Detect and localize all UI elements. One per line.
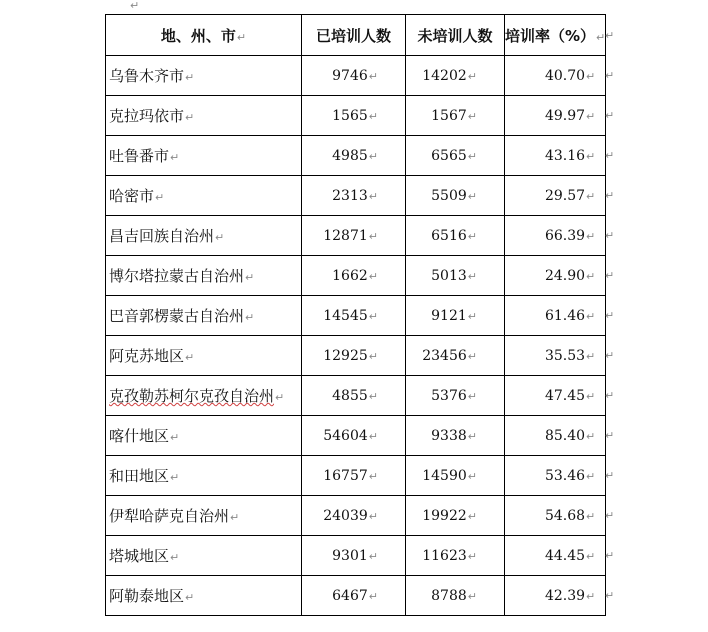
table-row (106, 256, 606, 296)
cell-end-mark: ↵ (368, 589, 378, 603)
row-end-mark: ↵ (605, 269, 615, 282)
cell-end-mark: ↵ (368, 229, 378, 243)
cell-rate: 40.70↵ (505, 56, 606, 96)
cell-end-mark: ↵ (467, 389, 477, 403)
cell-trained: 1565↵ (302, 96, 406, 136)
cell-trained: 4855↵ (302, 376, 406, 416)
cell-trained: 12925↵ (302, 336, 406, 376)
cell-end-mark: ↵ (368, 109, 378, 123)
cell-end-mark: ↵ (368, 429, 378, 443)
cell-trained: 4985↵ (302, 136, 406, 176)
cell-end-mark: ↵ (467, 469, 477, 483)
row-end-mark: ↵ (605, 309, 615, 322)
cell-end-mark: ↵ (368, 389, 378, 403)
table-header-row (106, 15, 606, 56)
cell-region: 阿勒泰地区↵ (106, 576, 302, 616)
cell-region: 吐鲁番市↵ (106, 136, 302, 176)
cell-end-mark: ↵ (586, 109, 596, 123)
table-row (106, 96, 606, 136)
cell-untrained: 23456↵ (406, 336, 505, 376)
cell-region: 哈密市↵ (106, 176, 302, 216)
cell-end-mark: ↵ (586, 549, 596, 563)
cell-end-mark: ↵ (467, 309, 477, 323)
cell-untrained: 5376↵ (406, 376, 505, 416)
cell-end-mark: ↵ (215, 231, 225, 244)
header-region: 地、州、市↵ (106, 15, 302, 56)
cell-untrained: 14202↵ (406, 56, 505, 96)
cell-rate: 44.45↵ (505, 536, 606, 576)
cell-trained: 12871↵ (302, 216, 406, 256)
cell-end-mark: ↵ (467, 69, 477, 83)
cell-end-mark: ↵ (185, 591, 195, 604)
cell-end-mark: ↵ (230, 511, 240, 524)
cell-end-mark: ↵ (170, 471, 180, 484)
cell-end-mark: ↵ (368, 509, 378, 523)
cell-end-mark: ↵ (586, 229, 596, 243)
cell-end-mark: ↵ (245, 311, 255, 324)
cell-rate: 47.45↵ (505, 376, 606, 416)
row-end-mark: ↵ (605, 429, 615, 442)
cell-rate: 61.46↵ (505, 296, 606, 336)
table-row (106, 456, 606, 496)
cell-region: 和田地区↵ (106, 456, 302, 496)
cell-untrained: 11623↵ (406, 536, 505, 576)
cell-end-mark: ↵ (155, 191, 165, 204)
table-row (106, 56, 606, 96)
header-rate: 培训率（%）↵ (505, 15, 606, 56)
cell-untrained: 1567↵ (406, 96, 505, 136)
cell-region: 克拉玛依市↵ (106, 96, 302, 136)
cell-trained: 9301↵ (302, 536, 406, 576)
row-end-mark: ↵ (605, 109, 615, 122)
cell-untrained: 5509↵ (406, 176, 505, 216)
table-row (106, 496, 606, 536)
cell-rate: 66.39↵ (505, 216, 606, 256)
cell-end-mark: ↵ (368, 309, 378, 323)
cell-end-mark: ↵ (185, 111, 195, 124)
cell-end-mark: ↵ (368, 269, 378, 283)
cell-end-mark: ↵ (185, 71, 195, 84)
cell-untrained: 8788↵ (406, 576, 505, 616)
row-end-mark: ↵ (605, 28, 615, 42)
row-end-mark: ↵ (605, 149, 615, 162)
cell-trained: 6467↵ (302, 576, 406, 616)
row-end-mark: ↵ (605, 229, 615, 242)
cell-end-mark: ↵ (586, 349, 596, 363)
header-untrained: 未培训人数 (406, 15, 505, 56)
cell-end-mark: ↵ (467, 229, 477, 243)
cell-untrained: 9121↵ (406, 296, 505, 336)
table-row (106, 376, 606, 416)
table-row (106, 216, 606, 256)
cell-trained: 16757↵ (302, 456, 406, 496)
cell-end-mark: ↵ (586, 509, 596, 523)
cell-untrained: 9338↵ (406, 416, 505, 456)
row-end-mark: ↵ (605, 389, 615, 402)
cell-end-mark: ↵ (586, 309, 596, 323)
cell-rate: 53.46↵ (505, 456, 606, 496)
row-end-mark: ↵ (605, 549, 615, 562)
cell-region: 乌鲁木齐市↵ (106, 56, 302, 96)
table-row (106, 336, 606, 376)
header-trained: 已培训人数 (302, 15, 406, 56)
cell-rate: 24.90↵ (505, 256, 606, 296)
cell-end-mark: ↵ (467, 509, 477, 523)
cell-end-mark: ↵ (368, 189, 378, 203)
cell-end-mark: ↵ (586, 69, 596, 83)
table-row (106, 296, 606, 336)
cell-end-mark: ↵ (586, 429, 596, 443)
cell-end-mark: ↵ (368, 549, 378, 563)
cell-untrained: 14590↵ (406, 456, 505, 496)
cell-rate: 85.40↵ (505, 416, 606, 456)
paragraph-mark: ↵ (130, 0, 140, 12)
cell-trained: 1662↵ (302, 256, 406, 296)
cell-untrained: 5013↵ (406, 256, 505, 296)
cell-end-mark: ↵ (586, 189, 596, 203)
row-end-mark: ↵ (605, 69, 615, 82)
cell-end-mark: ↵ (467, 269, 477, 283)
cell-end-mark: ↵ (170, 551, 180, 564)
cell-end-mark: ↵ (467, 189, 477, 203)
row-end-mark: ↵ (605, 189, 615, 202)
row-end-mark: ↵ (605, 469, 615, 482)
cell-end-mark: ↵ (368, 469, 378, 483)
cell-untrained: 6565↵ (406, 136, 505, 176)
cell-trained: 54604↵ (302, 416, 406, 456)
cell-trained: 9746↵ (302, 56, 406, 96)
cell-rate: 43.16↵ (505, 136, 606, 176)
cell-end-mark: ↵ (275, 391, 285, 404)
cell-trained: 14545↵ (302, 296, 406, 336)
cell-end-mark: ↵ (586, 269, 596, 283)
cell-end-mark: ↵ (586, 149, 596, 163)
cell-region: 阿克苏地区↵ (106, 336, 302, 376)
cell-rate: 42.39↵ (505, 576, 606, 616)
cell-rate: 49.97↵ (505, 96, 606, 136)
cell-end-mark: ↵ (467, 109, 477, 123)
cell-end-mark: ↵ (170, 431, 180, 444)
row-end-mark: ↵ (605, 349, 615, 362)
cell-region: 克孜勒苏柯尔克孜自治州↵ (106, 376, 302, 416)
cell-region: 巴音郭楞蒙古自治州↵ (106, 296, 302, 336)
cell-end-mark: ↵ (170, 151, 180, 164)
cell-end-mark: ↵ (467, 149, 477, 163)
training-table (105, 14, 606, 616)
cell-trained: 2313↵ (302, 176, 406, 216)
cell-rate: 29.57↵ (505, 176, 606, 216)
cell-end-mark: ↵ (185, 351, 195, 364)
table-row (106, 416, 606, 456)
row-end-mark: ↵ (605, 509, 615, 522)
cell-end-mark: ↵ (467, 589, 477, 603)
table-row (106, 536, 606, 576)
table-row (106, 136, 606, 176)
cell-region: 昌吉回族自治州↵ (106, 216, 302, 256)
cell-trained: 24039↵ (302, 496, 406, 536)
cell-untrained: 6516↵ (406, 216, 505, 256)
cell-end-mark: ↵ (467, 349, 477, 363)
cell-end-mark: ↵ (467, 549, 477, 563)
cell-end-mark: ↵ (368, 69, 378, 83)
cell-end-mark: ↵ (368, 149, 378, 163)
cell-region: 喀什地区↵ (106, 416, 302, 456)
table-row (106, 176, 606, 216)
cell-region: 博尔塔拉蒙古自治州↵ (106, 256, 302, 296)
cell-untrained: 19922↵ (406, 496, 505, 536)
cell-end-mark: ↵ (586, 589, 596, 603)
row-end-mark: ↵ (605, 589, 615, 602)
cell-end-mark: ↵ (467, 429, 477, 443)
cell-rate: 35.53↵ (505, 336, 606, 376)
cell-end-mark: ↵ (586, 469, 596, 483)
cell-region: 塔城地区↵ (106, 536, 302, 576)
cell-region: 伊犁哈萨克自治州↵ (106, 496, 302, 536)
cell-end-mark: ↵ (586, 389, 596, 403)
table-row (106, 576, 606, 616)
cell-rate: 54.68↵ (505, 496, 606, 536)
cell-end-mark: ↵ (245, 271, 255, 284)
cell-end-mark: ↵ (368, 349, 378, 363)
